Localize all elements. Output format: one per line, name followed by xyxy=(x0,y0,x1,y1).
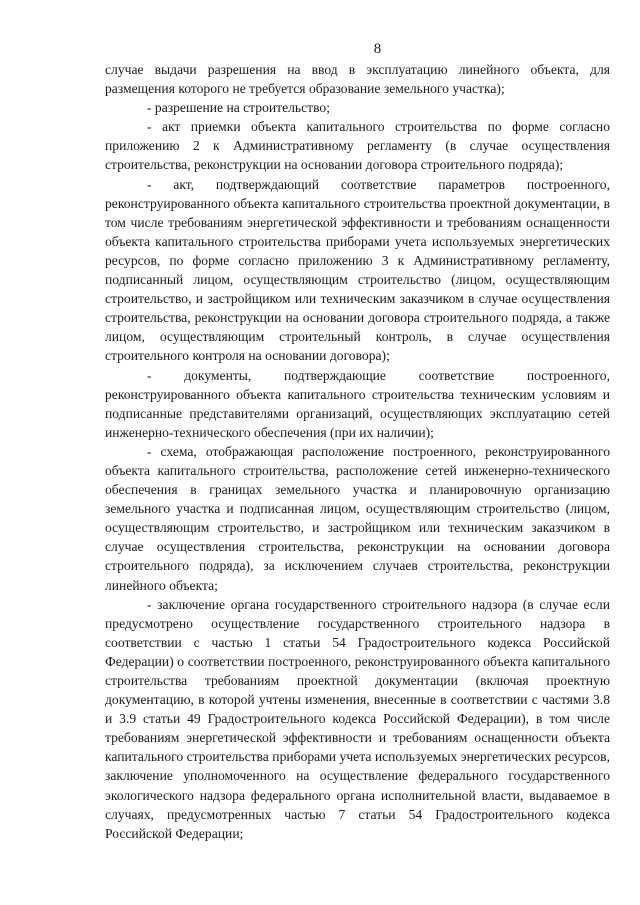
list-item-supervision-conclusion: - заключение органа государственного строительного надзора (в случае если предусмотрено осуществление государственного строительного надзора в соответствии с частью 1 статьи 54 Градостроительного кодекса Российской Федерации) о соответствии построенного, реконструированного объекта капитального строительства требованиям проектной документации (включая проектную документацию, в которой учтены изменения, внесенные в соответствии с частями 3.8 и 3.9 статьи 49 Градостроительного кодекса Российской Федерации), в том числе требованиям энергетической эффективности и требованиям оснащенности объекта капитального строительства приборами учета используемых энергетических ресурсов, заключение уполномоченного на осуществление федерального государственного экологического надзора федерального органа исполнительной власти, выдаваемое в случаях, предусмотренных частью 7 статьи 54 Градостроительного кодекса Российской Федерации; xyxy=(105,596,610,841)
list-item-conformity-act: - акт, подтверждающий соответствие параметров построенного, реконструированного объекта капитального строительства проектной документации, в том числе требованиям энергетической эффективности и требованиям оснащенности объекта капитального строительства приборами учета используемых энергетических ресурсов, по форме согласно приложению 3 к Административному регламенту, подписанный лицом, осуществляющим строительство (лицом, осуществляющим строительство, и застройщиком или техническим заказчиком в случае осуществления строительства, реконструкции на основании договора строительного подряда, а также лицом, осуществляющим строительный контроль, в случае осуществления строительного контроля на основании договора); xyxy=(105,176,610,364)
list-item-acceptance-act: - акт приемки объекта капитального строительства по форме согласно приложению 2 к Административному регламенту (в случае осуществления строительства, реконструкции на основании договора строительного подряда); xyxy=(105,119,610,173)
paragraph-continuation: случае выдачи разрешения на ввод в эксплуатацию линейного объекта, для размещения которого не требуется образование земельного участка); xyxy=(105,62,610,97)
list-item-technical-conditions-documents: - документы, подтверждающие соответствие построенного, реконструированного объекта капитального строительства техническим условиям и подписанные представителями организаций, осуществляющих эксплуатацию сетей инженерно-технического обеспечения (при их наличии); xyxy=(105,367,610,440)
list-item-location-scheme: - схема, отображающая расположение построенного, реконструированного объекта капитального строительства, расположение сетей инженерно-технического обеспечения в границах земельного участка и планировочную организацию земельного участка и подписанная лицом, осуществляющим строительство (лицом, осуществляющим строительство, и застройщиком или техническим заказчиком в случае осуществления строительства, реконструкции на основании договора строительного подряда), за исключением случаев строительства, реконструкции линейного объекта; xyxy=(105,443,610,593)
list-item-building-permit: - разрешение на строительство; xyxy=(147,100,330,116)
page-number: 8 xyxy=(373,41,382,57)
